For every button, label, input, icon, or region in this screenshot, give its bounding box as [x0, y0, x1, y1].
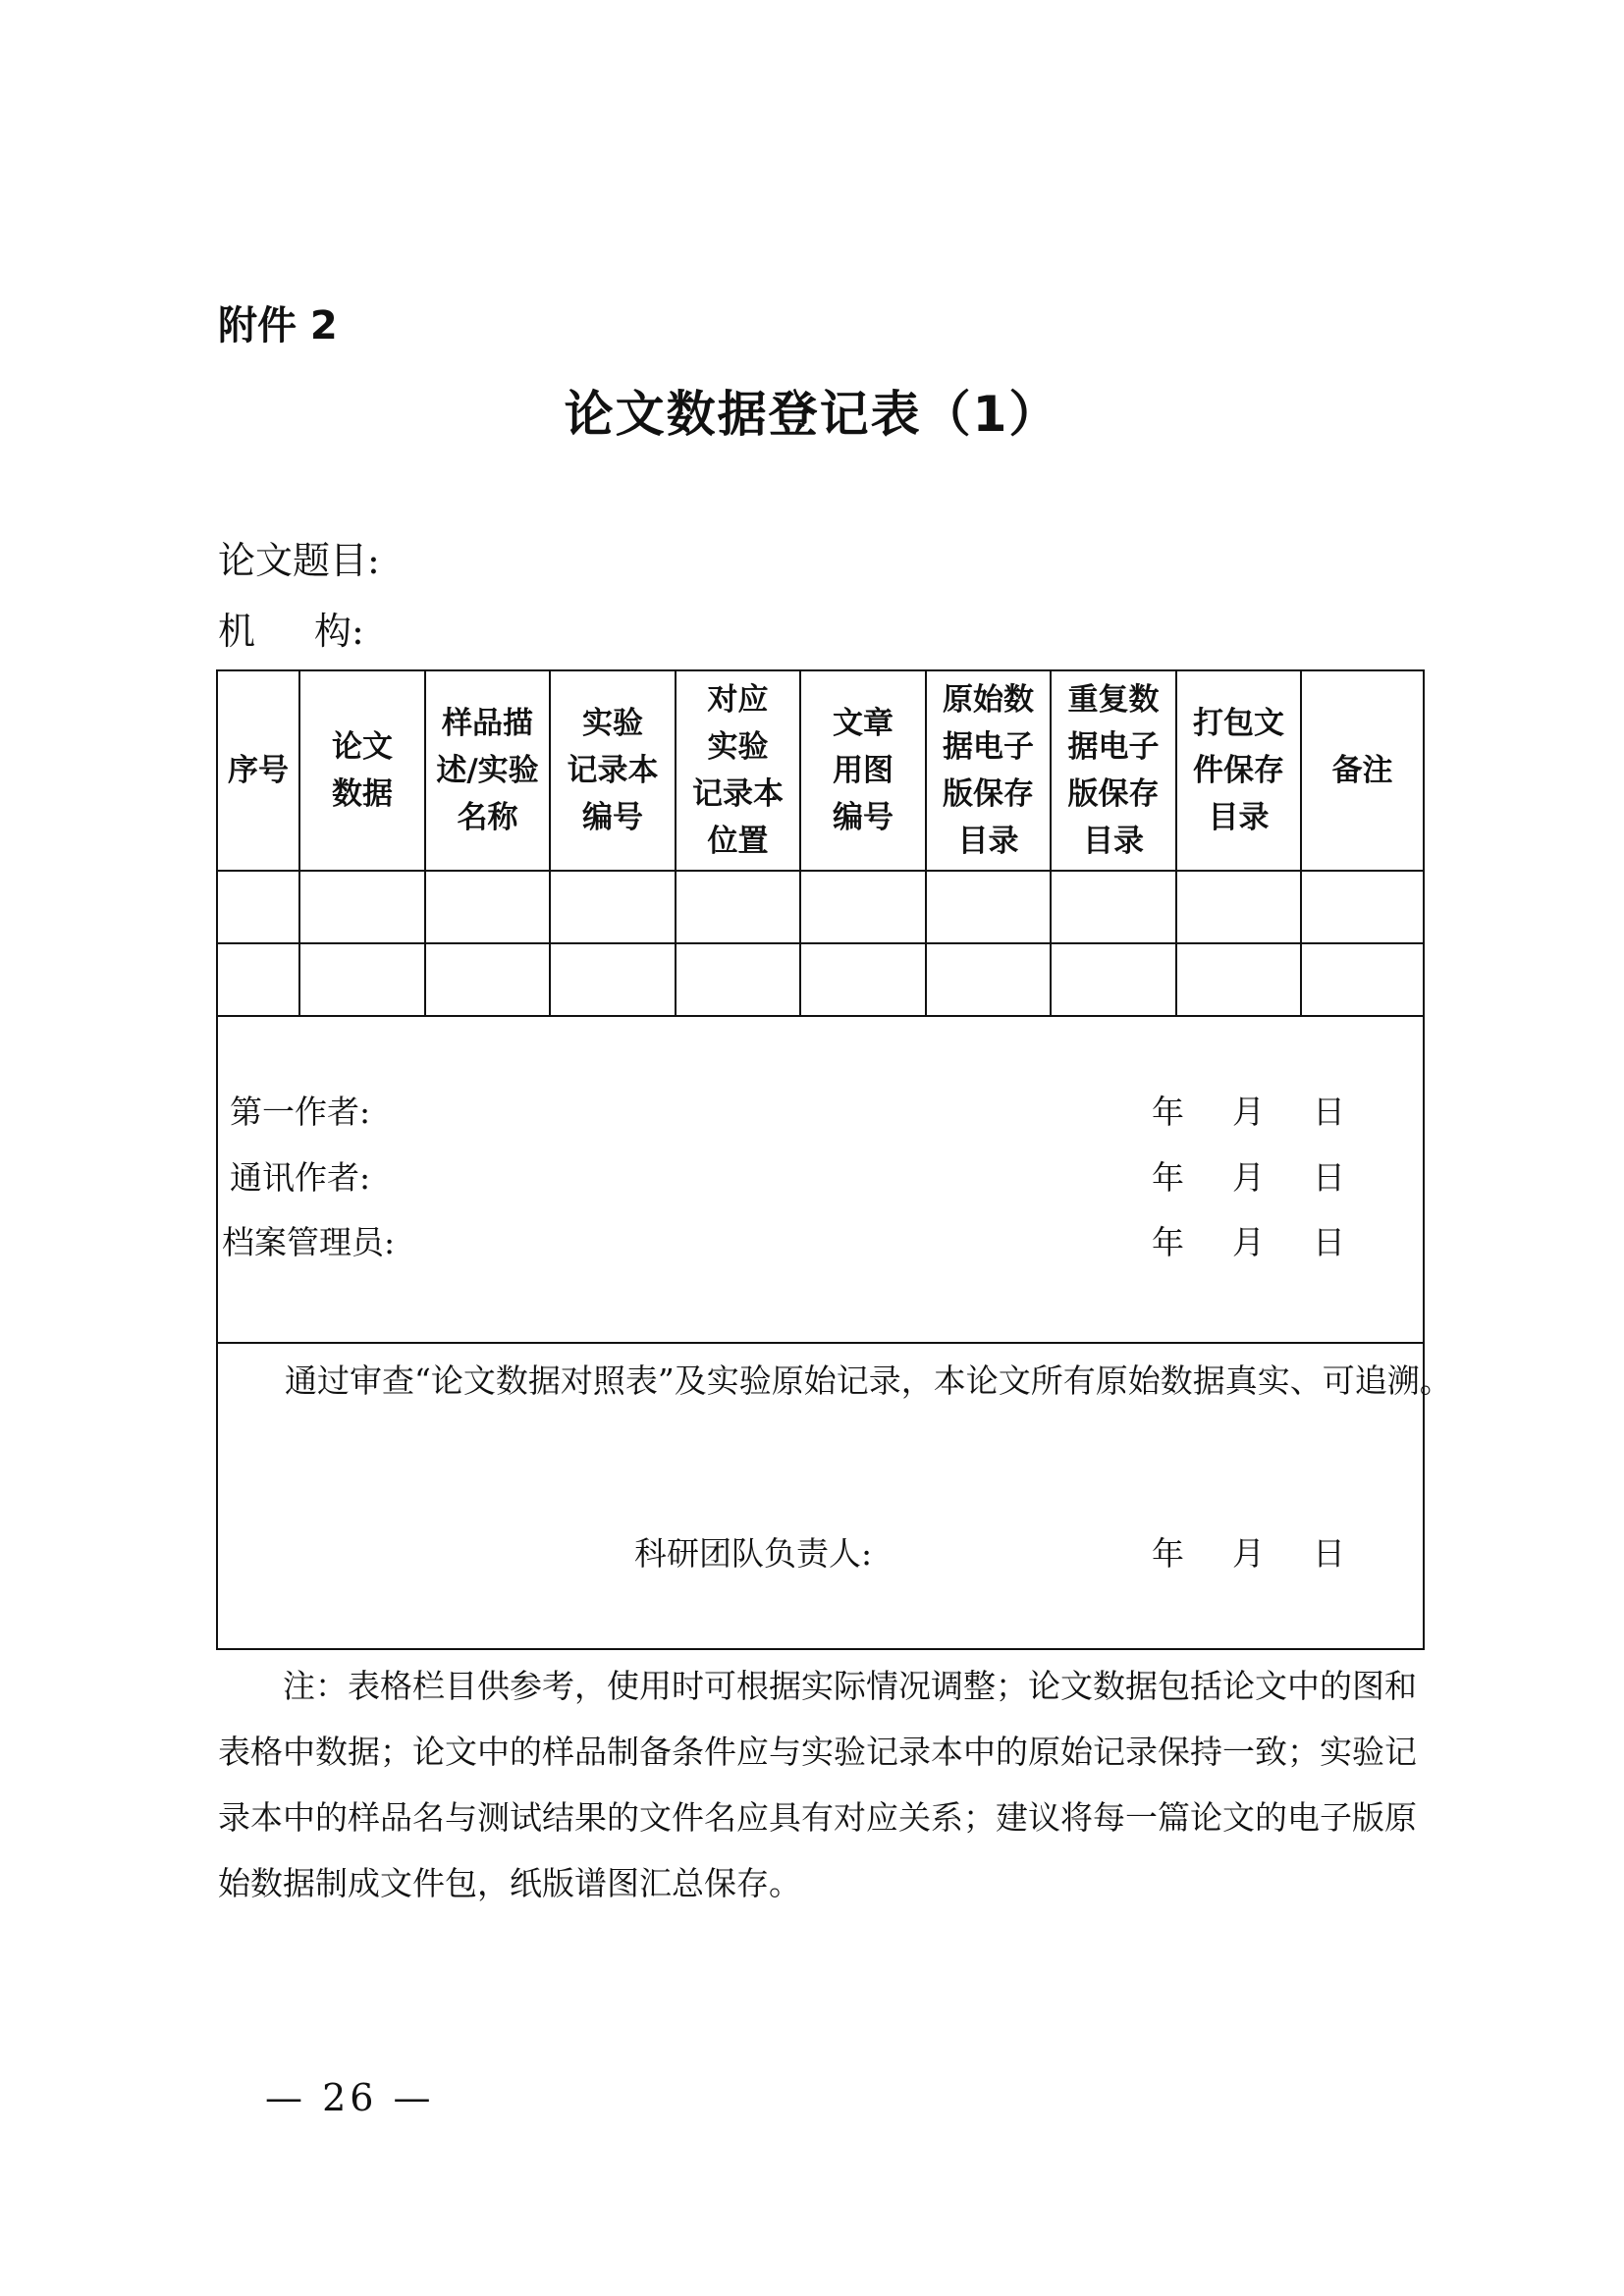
table-cell[interactable] — [1051, 871, 1176, 943]
date-month: 月 — [1232, 1158, 1265, 1197]
table-cell[interactable] — [217, 943, 299, 1016]
header-cell-sample: 样品描 述/实验 名称 — [425, 670, 550, 871]
table-row — [217, 871, 1424, 943]
date-month: 月 — [1232, 1223, 1265, 1261]
table-cell[interactable] — [1301, 943, 1424, 1016]
header-cell-notebook-no: 实验 记录本 编号 — [550, 670, 676, 871]
table-header-row — [217, 670, 1424, 871]
table-row — [217, 943, 1424, 1016]
date-year: 年 — [1152, 1158, 1184, 1197]
table-cell[interactable] — [800, 871, 926, 943]
signature-block — [218, 1017, 1423, 1342]
header-cell-thesis-data: 论文 数据 — [299, 670, 425, 871]
date-year: 年 — [1152, 1534, 1184, 1573]
review-row — [217, 1343, 1424, 1649]
review-block — [218, 1344, 1452, 1648]
date-year: 年 — [1152, 1223, 1184, 1261]
date-day: 日 — [1313, 1534, 1345, 1573]
institution-label-part-a: 机 — [218, 610, 256, 653]
first-author-label: 第一作者: — [230, 1093, 371, 1131]
table-cell[interactable] — [676, 871, 800, 943]
signature-row — [217, 1016, 1424, 1343]
footnote — [218, 1653, 1428, 1916]
table-cell[interactable] — [550, 871, 676, 943]
header-cell-package-dir: 打包文 件保存 目录 — [1176, 670, 1301, 871]
table-cell[interactable] — [299, 943, 425, 1016]
date-month: 月 — [1232, 1534, 1265, 1573]
table-cell[interactable] — [550, 943, 676, 1016]
table-cell[interactable] — [217, 871, 299, 943]
institution-label — [218, 601, 364, 655]
table-cell[interactable] — [926, 871, 1051, 943]
table-cell[interactable] — [926, 943, 1051, 1016]
thesis-title-label: 论文题目: — [218, 539, 380, 582]
header-cell-repeat-dir: 重复数 据电子 版保存 目录 — [1051, 670, 1176, 871]
table-cell[interactable] — [1301, 871, 1424, 943]
header-cell-index: 序号 — [217, 670, 299, 871]
date-day: 日 — [1313, 1223, 1345, 1261]
institution-label-part-b: 构: — [314, 610, 364, 653]
date-month: 月 — [1232, 1093, 1265, 1131]
table-cell[interactable] — [1051, 943, 1176, 1016]
footnote-text: 注：表格栏目供参考，使用时可根据实际情况调整；论文数据包括论文中的图和表格中数据；论文中的样品制备条件应与实验记录本中的原始记录保持一致；实验记录本中的样品名与测试结果的文件名应具有对应关系；建议将每一篇论文的电子版原始数据制成文件包，纸版谱图汇总保存。 — [218, 1667, 1417, 1902]
team-leader-label: 科研团队负责人: — [634, 1534, 873, 1573]
review-statement: 通过审查“论文数据对照表”及实验原始记录，本论文所有原始数据真实、可追溯。 — [285, 1362, 1452, 1400]
header-cell-raw-dir: 原始数 据电子 版保存 目录 — [926, 670, 1051, 871]
registration-table — [216, 669, 1452, 1650]
annex-label: 附件 2 — [218, 303, 338, 348]
table-cell[interactable] — [425, 943, 550, 1016]
table-cell[interactable] — [299, 871, 425, 943]
header-cell-notebook-pos: 对应 实验 记录本 位置 — [676, 670, 800, 871]
table-cell[interactable] — [425, 871, 550, 943]
table-cell[interactable] — [800, 943, 926, 1016]
page-title: 论文数据登记表（1） — [564, 386, 1060, 443]
header-cell-figure-no: 文章 用图 编号 — [800, 670, 926, 871]
corresponding-author-label: 通讯作者: — [230, 1158, 371, 1197]
date-day: 日 — [1313, 1093, 1345, 1131]
date-day: 日 — [1313, 1158, 1345, 1197]
table-cell[interactable] — [1176, 943, 1301, 1016]
page-number: — 26 — — [265, 2076, 435, 2119]
table-cell[interactable] — [676, 943, 800, 1016]
table-cell[interactable] — [1176, 871, 1301, 943]
header-cell-remarks: 备注 — [1301, 670, 1424, 871]
archivist-label: 档案管理员: — [222, 1223, 396, 1261]
date-year: 年 — [1152, 1093, 1184, 1131]
